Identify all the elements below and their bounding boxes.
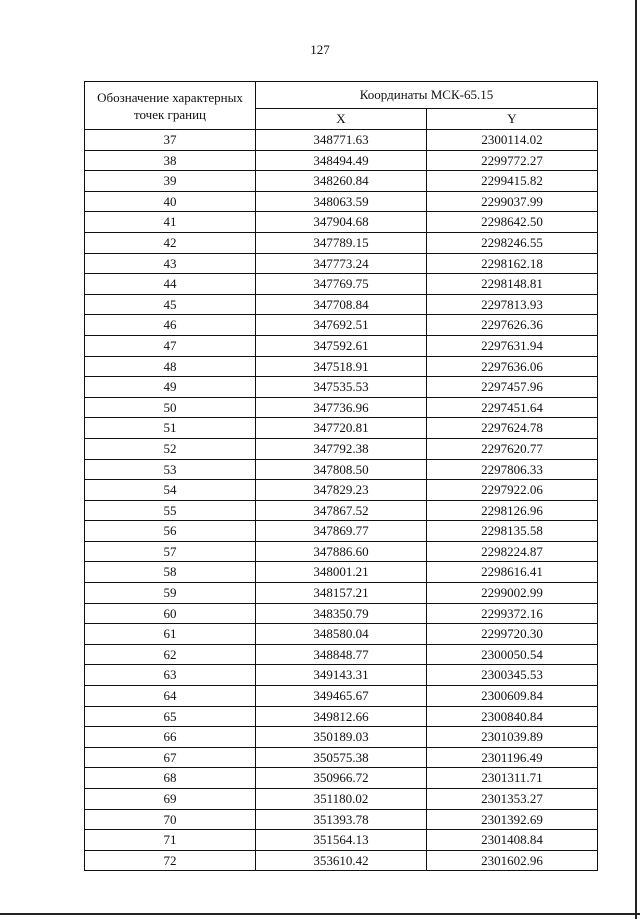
point-cell: 40 bbox=[85, 191, 256, 212]
y-coordinate-cell: 2298224.87 bbox=[427, 541, 598, 562]
point-cell: 37 bbox=[85, 130, 256, 151]
x-coordinate-cell: 348771.63 bbox=[256, 130, 427, 151]
y-coordinate-cell: 2299372.16 bbox=[427, 603, 598, 624]
y-coordinate-cell: 2297457.96 bbox=[427, 377, 598, 398]
point-cell: 69 bbox=[85, 789, 256, 810]
point-cell: 60 bbox=[85, 603, 256, 624]
point-cell: 47 bbox=[85, 335, 256, 356]
y-coordinate-cell: 2300609.84 bbox=[427, 686, 598, 707]
x-coordinate-cell: 347869.77 bbox=[256, 521, 427, 542]
point-cell: 72 bbox=[85, 850, 256, 871]
x-coordinate-cell: 347808.50 bbox=[256, 459, 427, 480]
x-coordinate-cell: 349143.31 bbox=[256, 665, 427, 686]
point-cell: 71 bbox=[85, 830, 256, 851]
x-coordinate-cell: 348350.79 bbox=[256, 603, 427, 624]
point-cell: 67 bbox=[85, 747, 256, 768]
table-row bbox=[85, 706, 598, 727]
point-cell: 58 bbox=[85, 562, 256, 583]
x-coordinate-cell: 347789.15 bbox=[256, 232, 427, 253]
table-row bbox=[85, 130, 598, 151]
table-row bbox=[85, 747, 598, 768]
y-coordinate-cell: 2298642.50 bbox=[427, 212, 598, 233]
x-coordinate-cell: 347829.23 bbox=[256, 480, 427, 501]
y-coordinate-cell: 2301408.84 bbox=[427, 830, 598, 851]
y-coordinate-cell: 2297631.94 bbox=[427, 335, 598, 356]
y-coordinate-cell: 2298126.96 bbox=[427, 500, 598, 521]
y-coordinate-cell: 2301311.71 bbox=[427, 768, 598, 789]
table-row bbox=[85, 665, 598, 686]
x-coordinate-cell: 347904.68 bbox=[256, 212, 427, 233]
point-cell: 45 bbox=[85, 294, 256, 315]
table-row bbox=[85, 830, 598, 851]
point-cell: 41 bbox=[85, 212, 256, 233]
x-coordinate-cell: 347692.51 bbox=[256, 315, 427, 336]
x-coordinate-cell: 347708.84 bbox=[256, 294, 427, 315]
y-coordinate-cell: 2297620.77 bbox=[427, 438, 598, 459]
point-cell: 65 bbox=[85, 706, 256, 727]
point-cell: 38 bbox=[85, 150, 256, 171]
x-coordinate-cell: 347535.53 bbox=[256, 377, 427, 398]
x-coordinate-cell: 347769.75 bbox=[256, 274, 427, 295]
x-coordinate-cell: 347886.60 bbox=[256, 541, 427, 562]
y-coordinate-cell: 2297922.06 bbox=[427, 480, 598, 501]
y-coordinate-cell: 2299037.99 bbox=[427, 191, 598, 212]
x-coordinate-cell: 350575.38 bbox=[256, 747, 427, 768]
x-coordinate-cell: 347518.91 bbox=[256, 356, 427, 377]
table-row bbox=[85, 727, 598, 748]
table-row bbox=[85, 335, 598, 356]
table-row bbox=[85, 418, 598, 439]
table-row bbox=[85, 191, 598, 212]
x-coordinate-cell: 347736.96 bbox=[256, 397, 427, 418]
y-coordinate-cell: 2297636.06 bbox=[427, 356, 598, 377]
y-coordinate-cell: 2298148.81 bbox=[427, 274, 598, 295]
y-coordinate-cell: 2301353.27 bbox=[427, 789, 598, 810]
x-column-header: X bbox=[256, 109, 427, 130]
point-cell: 54 bbox=[85, 480, 256, 501]
x-coordinate-cell: 348494.49 bbox=[256, 150, 427, 171]
table-row bbox=[85, 521, 598, 542]
point-cell: 42 bbox=[85, 232, 256, 253]
y-coordinate-cell: 2298135.58 bbox=[427, 521, 598, 542]
point-cell: 43 bbox=[85, 253, 256, 274]
y-coordinate-cell: 2297806.33 bbox=[427, 459, 598, 480]
x-coordinate-cell: 347592.61 bbox=[256, 335, 427, 356]
table-row bbox=[85, 562, 598, 583]
table-row bbox=[85, 294, 598, 315]
table-body bbox=[85, 130, 598, 871]
y-column-header: Y bbox=[427, 109, 598, 130]
table-row bbox=[85, 397, 598, 418]
table-row bbox=[85, 603, 598, 624]
point-cell: 46 bbox=[85, 315, 256, 336]
x-coordinate-cell: 348260.84 bbox=[256, 171, 427, 192]
x-coordinate-cell: 348001.21 bbox=[256, 562, 427, 583]
x-coordinate-cell: 347792.38 bbox=[256, 438, 427, 459]
x-coordinate-cell: 351564.13 bbox=[256, 830, 427, 851]
table-row bbox=[85, 274, 598, 295]
table-row bbox=[85, 150, 598, 171]
x-coordinate-cell: 347867.52 bbox=[256, 500, 427, 521]
y-coordinate-cell: 2301196.49 bbox=[427, 747, 598, 768]
y-coordinate-cell: 2300114.02 bbox=[427, 130, 598, 151]
point-cell: 48 bbox=[85, 356, 256, 377]
table-row bbox=[85, 212, 598, 233]
point-cell: 61 bbox=[85, 624, 256, 645]
point-cell: 70 bbox=[85, 809, 256, 830]
table-row bbox=[85, 541, 598, 562]
point-cell: 50 bbox=[85, 397, 256, 418]
y-coordinate-cell: 2298616.41 bbox=[427, 562, 598, 583]
x-coordinate-cell: 353610.42 bbox=[256, 850, 427, 871]
point-cell: 59 bbox=[85, 583, 256, 604]
y-coordinate-cell: 2297813.93 bbox=[427, 294, 598, 315]
point-cell: 57 bbox=[85, 541, 256, 562]
header-row-top bbox=[85, 82, 598, 109]
table-header bbox=[85, 82, 598, 130]
y-coordinate-cell: 2301392.69 bbox=[427, 809, 598, 830]
table-row bbox=[85, 809, 598, 830]
table-row bbox=[85, 459, 598, 480]
table-row bbox=[85, 480, 598, 501]
y-coordinate-cell: 2297451.64 bbox=[427, 397, 598, 418]
table-row bbox=[85, 356, 598, 377]
page-number: 127 bbox=[310, 42, 330, 57]
point-cell: 62 bbox=[85, 644, 256, 665]
y-coordinate-cell: 2301602.96 bbox=[427, 850, 598, 871]
table-row bbox=[85, 583, 598, 604]
point-cell: 39 bbox=[85, 171, 256, 192]
y-coordinate-cell: 2298246.55 bbox=[427, 232, 598, 253]
x-coordinate-cell: 348580.04 bbox=[256, 624, 427, 645]
table-row bbox=[85, 768, 598, 789]
y-coordinate-cell: 2300840.84 bbox=[427, 706, 598, 727]
coordinates-table bbox=[84, 81, 598, 871]
point-cell: 55 bbox=[85, 500, 256, 521]
table-row bbox=[85, 171, 598, 192]
y-coordinate-cell: 2300345.53 bbox=[427, 665, 598, 686]
x-coordinate-cell: 348157.21 bbox=[256, 583, 427, 604]
table-row bbox=[85, 377, 598, 398]
point-cell: 49 bbox=[85, 377, 256, 398]
x-coordinate-cell: 349812.66 bbox=[256, 706, 427, 727]
table-row bbox=[85, 232, 598, 253]
x-coordinate-cell: 347720.81 bbox=[256, 418, 427, 439]
point-column-header: Обозначение характерных точек границ bbox=[85, 82, 256, 130]
table-row bbox=[85, 686, 598, 707]
page-edge-right bbox=[635, 0, 637, 919]
point-cell: 66 bbox=[85, 727, 256, 748]
point-cell: 53 bbox=[85, 459, 256, 480]
table-row bbox=[85, 438, 598, 459]
x-coordinate-cell: 349465.67 bbox=[256, 686, 427, 707]
table-row bbox=[85, 253, 598, 274]
y-coordinate-cell: 2300050.54 bbox=[427, 644, 598, 665]
x-coordinate-cell: 350966.72 bbox=[256, 768, 427, 789]
y-coordinate-cell: 2298162.18 bbox=[427, 253, 598, 274]
point-cell: 64 bbox=[85, 686, 256, 707]
point-cell: 63 bbox=[85, 665, 256, 686]
point-cell: 56 bbox=[85, 521, 256, 542]
point-cell: 51 bbox=[85, 418, 256, 439]
point-cell: 52 bbox=[85, 438, 256, 459]
table-row bbox=[85, 789, 598, 810]
coordinates-group-header: Координаты МСК-65.15 bbox=[256, 82, 598, 109]
table-row bbox=[85, 315, 598, 336]
point-cell: 44 bbox=[85, 274, 256, 295]
x-coordinate-cell: 351180.02 bbox=[256, 789, 427, 810]
y-coordinate-cell: 2299002.99 bbox=[427, 583, 598, 604]
x-coordinate-cell: 347773.24 bbox=[256, 253, 427, 274]
table-row bbox=[85, 644, 598, 665]
x-coordinate-cell: 348848.77 bbox=[256, 644, 427, 665]
point-cell: 68 bbox=[85, 768, 256, 789]
x-coordinate-cell: 350189.03 bbox=[256, 727, 427, 748]
y-coordinate-cell: 2299720.30 bbox=[427, 624, 598, 645]
x-coordinate-cell: 348063.59 bbox=[256, 191, 427, 212]
table-row bbox=[85, 500, 598, 521]
y-coordinate-cell: 2297624.78 bbox=[427, 418, 598, 439]
page-edge-bottom bbox=[0, 913, 640, 915]
y-coordinate-cell: 2301039.89 bbox=[427, 727, 598, 748]
y-coordinate-cell: 2299772.27 bbox=[427, 150, 598, 171]
table-row bbox=[85, 624, 598, 645]
table-row bbox=[85, 850, 598, 871]
y-coordinate-cell: 2299415.82 bbox=[427, 171, 598, 192]
y-coordinate-cell: 2297626.36 bbox=[427, 315, 598, 336]
x-coordinate-cell: 351393.78 bbox=[256, 809, 427, 830]
